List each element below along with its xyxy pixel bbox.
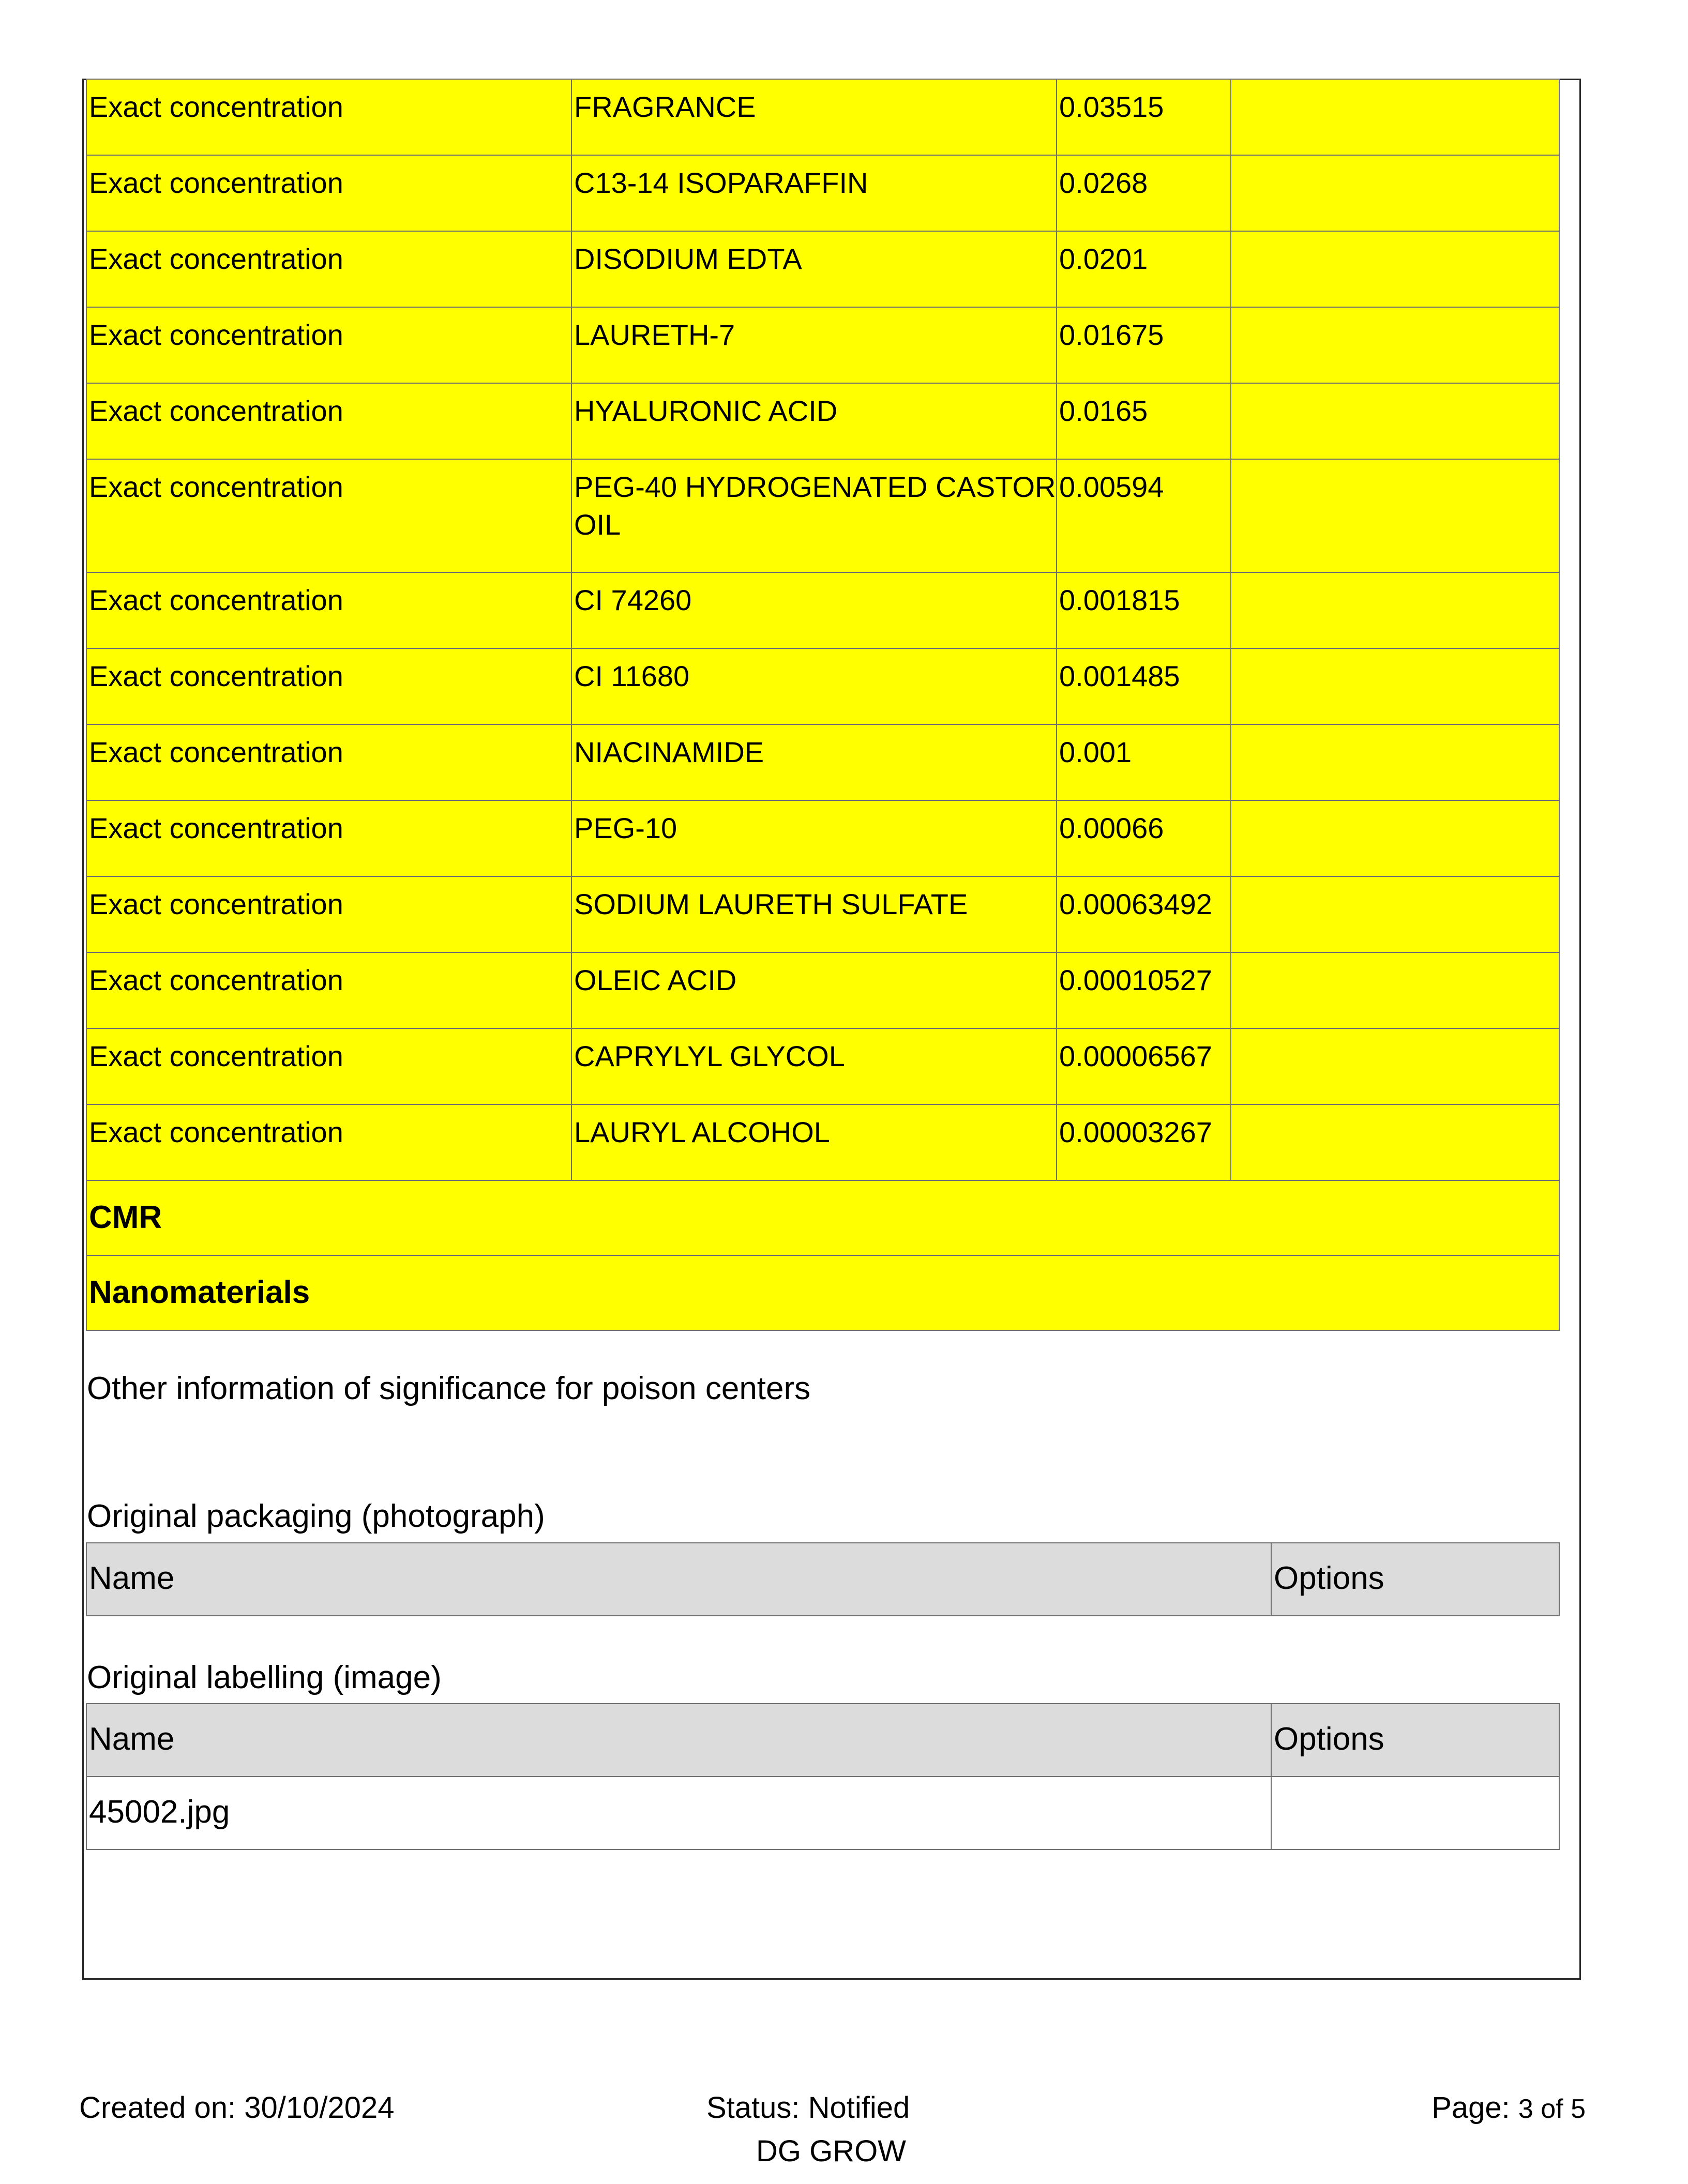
created-date: Created on: 30/10/2024 bbox=[79, 2091, 395, 2125]
table-row bbox=[86, 1104, 1559, 1180]
ingredient-name: SODIUM LAURETH SULFATE bbox=[571, 876, 1057, 952]
page-current: 3 bbox=[1518, 2094, 1533, 2124]
concentration-type: Exact concentration bbox=[86, 383, 571, 459]
table-row bbox=[86, 307, 1559, 383]
labelling-label: Original labelling (image) bbox=[87, 1660, 442, 1695]
extra-cell bbox=[1231, 876, 1559, 952]
section-heading-nanomaterials: Nanomaterials bbox=[86, 1255, 1559, 1330]
ingredient-name: HYALURONIC ACID bbox=[571, 383, 1057, 459]
table-row bbox=[86, 1777, 1559, 1849]
extra-cell bbox=[1231, 1104, 1559, 1180]
extra-cell bbox=[1231, 79, 1559, 155]
ingredient-name: C13-14 ISOPARAFFIN bbox=[571, 155, 1057, 231]
file-name-link[interactable]: 45002.jpg bbox=[86, 1777, 1271, 1849]
page-of: of bbox=[1533, 2094, 1571, 2124]
table-header-row bbox=[86, 1704, 1559, 1777]
concentration-value: 0.03515 bbox=[1057, 79, 1231, 155]
page-total: 5 bbox=[1571, 2094, 1586, 2124]
concentration-value: 0.001815 bbox=[1057, 572, 1231, 648]
ingredient-name: NIACINAMIDE bbox=[571, 724, 1057, 800]
ingredient-name: FRAGRANCE bbox=[571, 79, 1057, 155]
ingredient-name: PEG-40 HYDROGENATED CASTOR OIL bbox=[571, 459, 1057, 572]
table-row bbox=[86, 648, 1559, 724]
table-row bbox=[86, 876, 1559, 952]
concentration-type: Exact concentration bbox=[86, 648, 571, 724]
extra-cell bbox=[1231, 231, 1559, 307]
concentration-value: 0.00006567 bbox=[1057, 1028, 1231, 1104]
extra-cell bbox=[1231, 155, 1559, 231]
table-row bbox=[86, 383, 1559, 459]
poison-centers-label: Other information of significance for poison centers bbox=[87, 1371, 811, 1406]
concentration-type: Exact concentration bbox=[86, 724, 571, 800]
ingredient-name: LAURETH-7 bbox=[571, 307, 1057, 383]
concentration-value: 0.0201 bbox=[1057, 231, 1231, 307]
extra-cell bbox=[1231, 383, 1559, 459]
extra-cell bbox=[1231, 800, 1559, 876]
concentration-type: Exact concentration bbox=[86, 952, 571, 1028]
table-row bbox=[86, 79, 1559, 155]
table-row bbox=[86, 459, 1559, 572]
concentration-type: Exact concentration bbox=[86, 79, 571, 155]
organization-name: DG GROW bbox=[756, 2134, 906, 2168]
status-text: Status: Notified bbox=[706, 2091, 910, 2125]
concentration-type: Exact concentration bbox=[86, 459, 571, 572]
concentration-value: 0.0165 bbox=[1057, 383, 1231, 459]
concentration-value: 0.0268 bbox=[1057, 155, 1231, 231]
table-header-row bbox=[86, 1543, 1559, 1616]
ingredient-name: CI 74260 bbox=[571, 572, 1057, 648]
section-row-cmr bbox=[86, 1180, 1559, 1255]
concentration-type: Exact concentration bbox=[86, 800, 571, 876]
ingredient-name: CI 11680 bbox=[571, 648, 1057, 724]
section-heading-cmr: CMR bbox=[86, 1180, 1559, 1255]
extra-cell bbox=[1231, 648, 1559, 724]
extra-cell bbox=[1231, 952, 1559, 1028]
extra-cell bbox=[1231, 1028, 1559, 1104]
table-row bbox=[86, 1028, 1559, 1104]
concentration-value: 0.001 bbox=[1057, 724, 1231, 800]
concentration-type: Exact concentration bbox=[86, 1028, 571, 1104]
concentration-value: 0.00010527 bbox=[1057, 952, 1231, 1028]
ingredient-name: OLEIC ACID bbox=[571, 952, 1057, 1028]
table-row bbox=[86, 724, 1559, 800]
table-row bbox=[86, 155, 1559, 231]
labelling-table bbox=[86, 1703, 1560, 1850]
concentration-type: Exact concentration bbox=[86, 307, 571, 383]
ingredient-name: LAURYL ALCOHOL bbox=[571, 1104, 1057, 1180]
concentration-type: Exact concentration bbox=[86, 572, 571, 648]
column-header-options: Options bbox=[1271, 1543, 1559, 1616]
concentration-type: Exact concentration bbox=[86, 876, 571, 952]
extra-cell bbox=[1231, 459, 1559, 572]
table-row bbox=[86, 952, 1559, 1028]
concentration-value: 0.01675 bbox=[1057, 307, 1231, 383]
column-header-name: Name bbox=[86, 1543, 1271, 1616]
concentration-value: 0.001485 bbox=[1057, 648, 1231, 724]
composition-table bbox=[86, 79, 1560, 1331]
concentration-type: Exact concentration bbox=[86, 155, 571, 231]
concentration-value: 0.00594 bbox=[1057, 459, 1231, 572]
file-options-cell bbox=[1271, 1777, 1559, 1849]
extra-cell bbox=[1231, 307, 1559, 383]
ingredient-name: CAPRYLYL GLYCOL bbox=[571, 1028, 1057, 1104]
column-header-name: Name bbox=[86, 1704, 1271, 1777]
page-prefix: Page: bbox=[1431, 2091, 1518, 2125]
concentration-value: 0.00066 bbox=[1057, 800, 1231, 876]
extra-cell bbox=[1231, 724, 1559, 800]
extra-cell bbox=[1231, 572, 1559, 648]
concentration-type: Exact concentration bbox=[86, 1104, 571, 1180]
concentration-value: 0.00003267 bbox=[1057, 1104, 1231, 1180]
table-row bbox=[86, 231, 1559, 307]
column-header-options: Options bbox=[1271, 1704, 1559, 1777]
ingredient-name: PEG-10 bbox=[571, 800, 1057, 876]
table-row bbox=[86, 572, 1559, 648]
packaging-table bbox=[86, 1542, 1560, 1616]
concentration-value: 0.00063492 bbox=[1057, 876, 1231, 952]
page-number bbox=[1431, 2090, 1586, 2127]
ingredient-name: DISODIUM EDTA bbox=[571, 231, 1057, 307]
concentration-type: Exact concentration bbox=[86, 231, 571, 307]
table-row bbox=[86, 800, 1559, 876]
packaging-label: Original packaging (photograph) bbox=[87, 1498, 545, 1534]
section-row-nanomaterials bbox=[86, 1255, 1559, 1330]
